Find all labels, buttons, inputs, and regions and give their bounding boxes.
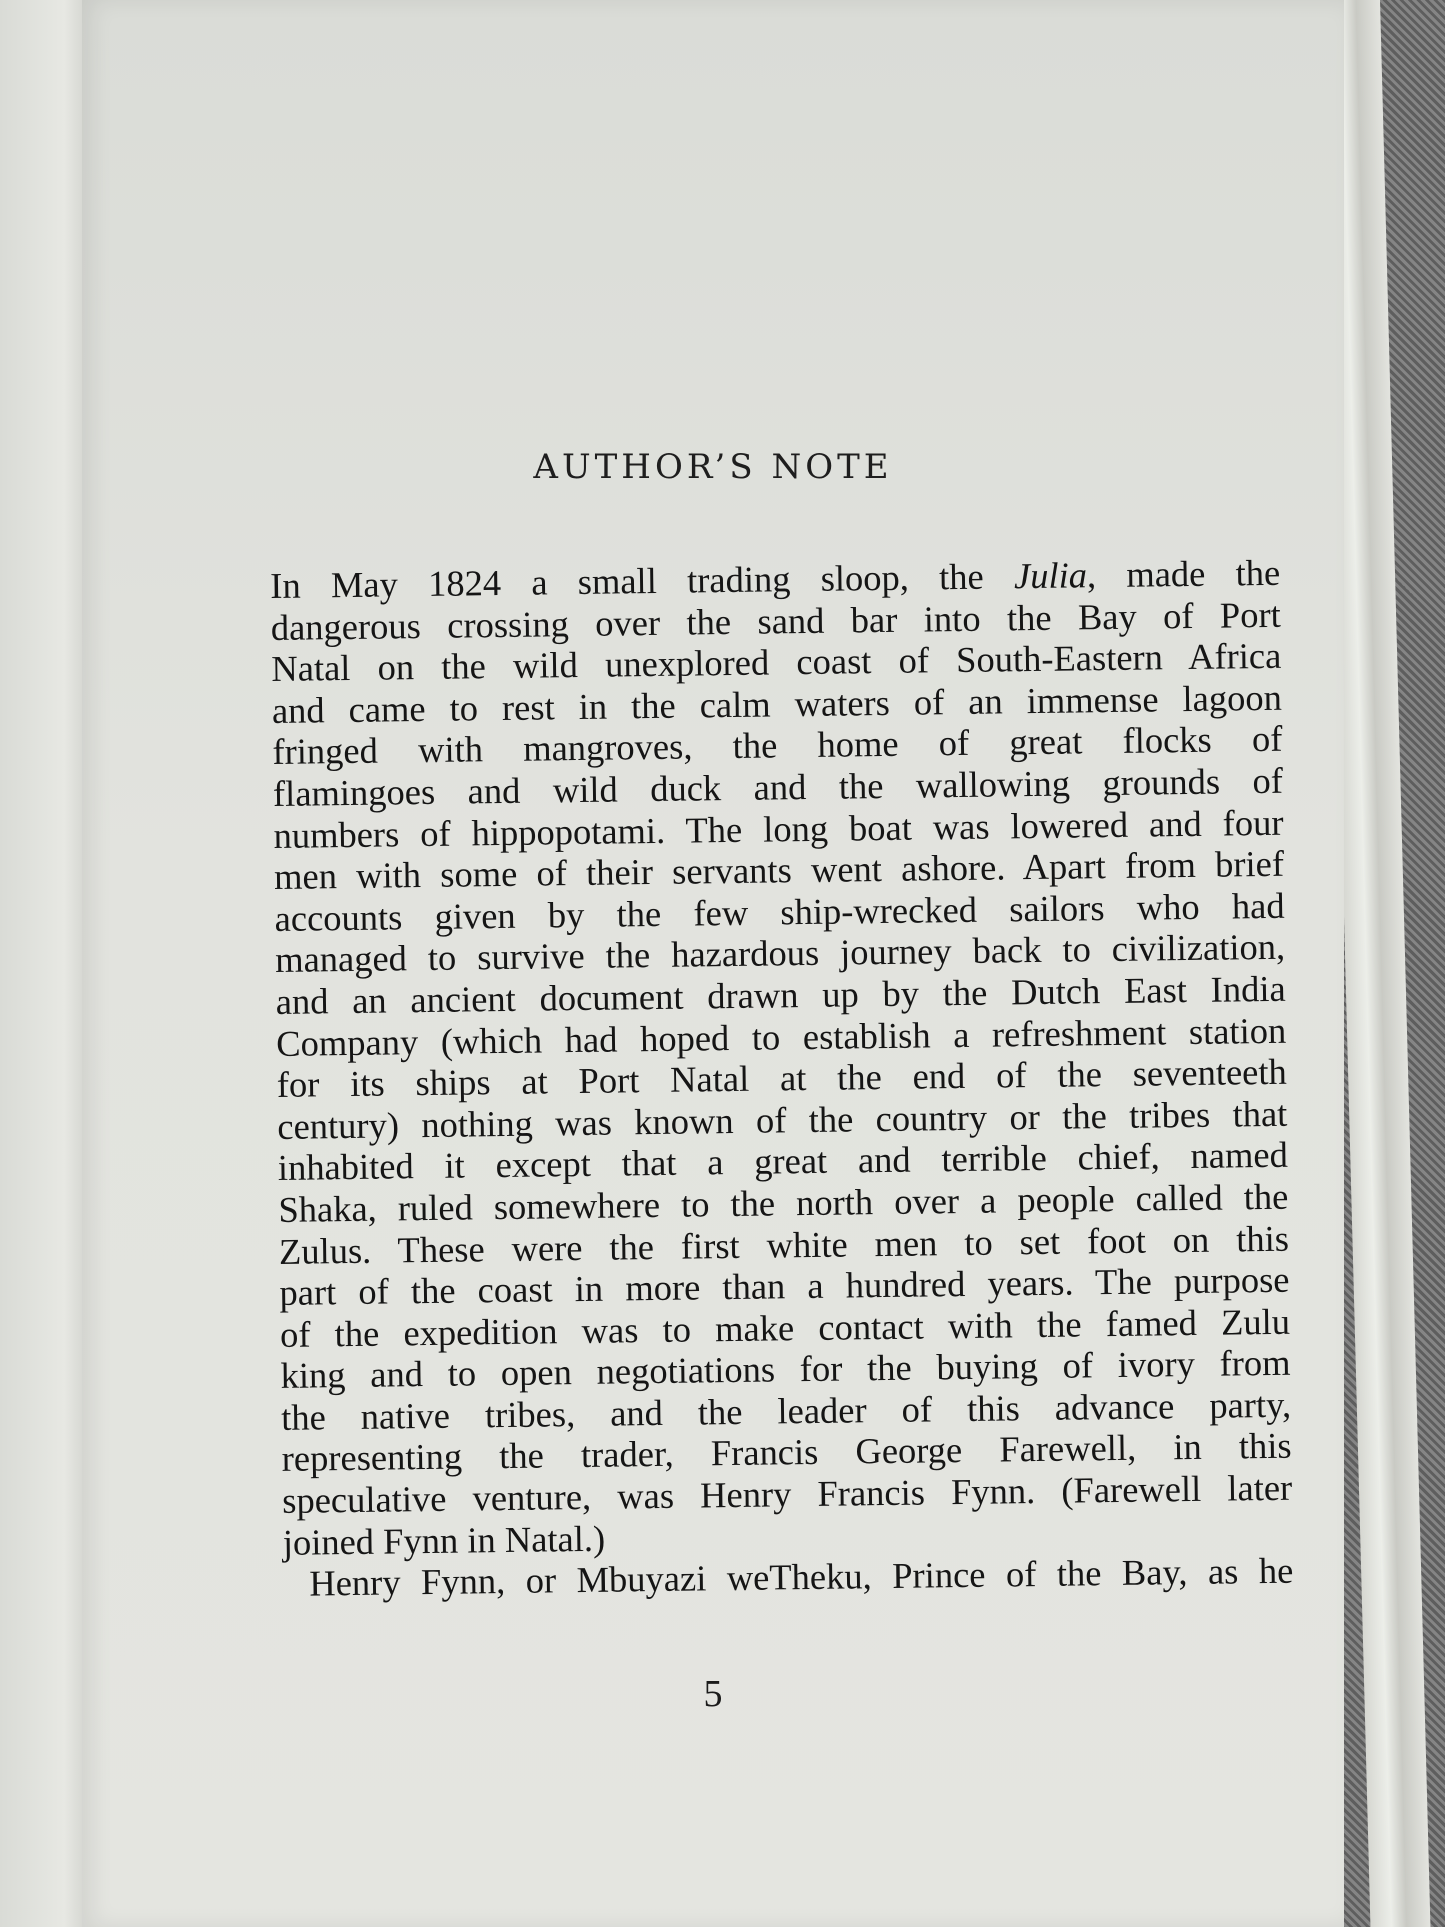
- text-line: fringed with mangroves, the home of great flocks of: [272, 718, 1283, 773]
- text-line: and an ancient document drawn up by the Dutch East India: [275, 967, 1286, 1022]
- text-line: Company (which had hoped to establish a refreshment station: [275, 1009, 1287, 1064]
- book-page: [82, 0, 1344, 1927]
- page-number: 5: [703, 1673, 723, 1715]
- text-line: dangerous crossing over the sand bar into the Bay of Port: [270, 593, 1281, 648]
- text-line: century) nothing was known of the country or the tribes that: [277, 1092, 1288, 1147]
- ship-name: Julia: [1013, 554, 1088, 597]
- text-line: part of the coast in more than a hundred years. The purpose: [279, 1258, 1290, 1314]
- text-line: numbers of hippopotami. The long boat was lowered and four: [273, 801, 1284, 856]
- text-line: for its ships at Port Natal at the end of the seventeeth: [276, 1050, 1287, 1106]
- text-line: accounts given by the few ship-wrecked sailors who had: [274, 884, 1285, 939]
- text-line: representing the trader, Francis George Farewell, in this: [281, 1425, 1292, 1480]
- text-line: king and to open negotiations for the buying of ivory from: [280, 1341, 1291, 1397]
- text-line: Natal on the wild unexplored coast of South-Eastern Africa: [271, 634, 1282, 690]
- text-line: Henry Fynn, or Mbuyazi weTheku, Prince of the Bay, as he: [309, 1549, 1294, 1604]
- text-line: men with some of their servants went ashore. Apart from brief: [273, 842, 1285, 898]
- text-line: Shaka, ruled somewhere to the north over a people called the: [278, 1175, 1289, 1230]
- text-line: joined Fynn in Natal.): [282, 1517, 606, 1563]
- text-line: inhabited it except that a great and terrible chief, named: [277, 1134, 1289, 1189]
- text-line: the native tribes, and the leader of this advance party,: [280, 1383, 1292, 1438]
- text-line: Zulus. These were the first white men to set foot on this: [278, 1217, 1290, 1272]
- text-line: and came to rest in the calm waters of an immense lagoon: [271, 676, 1283, 731]
- text-line: speculative venture, was Henry Francis Fynn. (Farewell later: [281, 1466, 1293, 1521]
- text-line: of the expedition was to make contact with the famed Zulu: [279, 1300, 1291, 1355]
- text-line: managed to survive the hazardous journey back to civilization,: [274, 926, 1286, 981]
- text-line: In May 1824 a small trading sloop, the Julia, made the: [270, 551, 1281, 606]
- text-line: flamingoes and wild duck and the wallowing grounds of: [272, 759, 1284, 814]
- body-text: [270, 552, 1294, 1605]
- facing-page-edge: [0, 0, 94, 1927]
- page-title: AUTHOR’S NOTE: [533, 447, 893, 487]
